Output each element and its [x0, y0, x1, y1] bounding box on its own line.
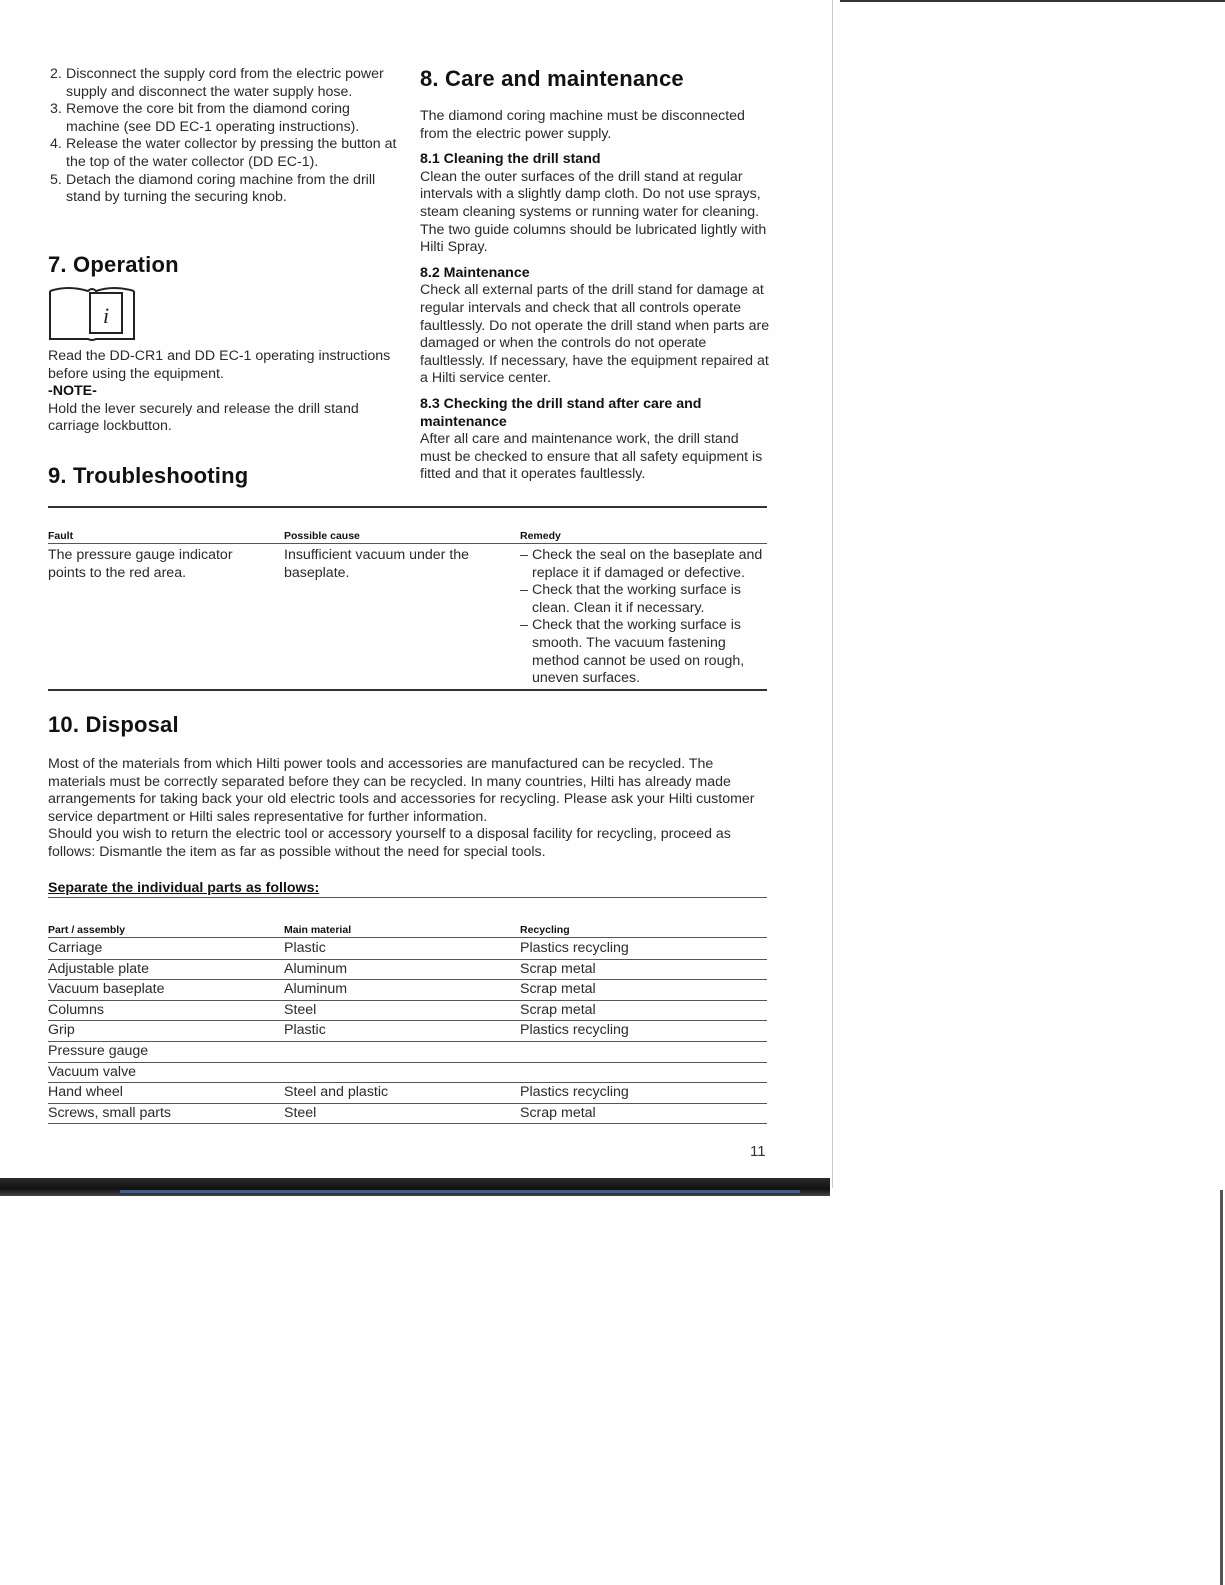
note-text: Hold the lever securely and release the drill stand carriage lockbutton.: [48, 400, 359, 435]
svg-text:i: i: [102, 303, 110, 328]
column-header-part: Part / assembly: [48, 924, 126, 936]
column-header-fault: Fault: [48, 530, 74, 542]
maintenance-text: Check all external parts of the drill stand for damage at regular intervals and check that all controls operate faultlessly. Do not operate the drill stand when parts are damaged or when the controls do not operate faultlessly. If necessary, have the equipment repaired at a Hilti service center.: [420, 282, 770, 387]
table-row: Hand wheel Steel and plastic Plastics recycling: [48, 1082, 767, 1104]
list-item: – Check that the working surface is clean. Clean it if necessary.: [520, 582, 741, 616]
list-item: 4. Release the water collector by pressing the button at the top of the water collector (DD EC-1).: [50, 136, 397, 170]
page-bottom-edge: [0, 1178, 830, 1196]
table-row: Vacuum baseplate Aluminum Scrap metal: [48, 979, 767, 1001]
divider: [48, 506, 767, 508]
divider: [48, 897, 767, 898]
fault-cell: The pressure gauge indicator points to the red area.: [48, 547, 233, 581]
subsection-heading-maintenance: 8.2 Maintenance: [420, 264, 530, 281]
column-header-material: Main material: [284, 924, 352, 936]
book-info-icon: [48, 283, 136, 343]
list-item: 2. Disconnect the supply cord from the electric power supply and disconnect the water supply hose.: [50, 66, 384, 100]
list-item: – Check that the working surface is smooth. The vacuum fastening method cannot be used on rough, uneven surfaces.: [520, 617, 745, 687]
removal-steps: [50, 66, 400, 207]
remedy-cell: [520, 547, 767, 688]
table-row: Carriage Plastic Plastics recycling: [48, 938, 767, 960]
disposal-text: [48, 756, 768, 862]
scan-edge-line: [840, 0, 1225, 2]
page-number: 11: [750, 1143, 766, 1160]
list-item: 5. Detach the diamond coring machine from the drill stand by turning the securing knob.: [50, 171, 376, 206]
care-section: [420, 108, 770, 484]
section-heading-care: 8. Care and maintenance: [420, 66, 684, 91]
disposal-paragraph: Should you wish to return the electric tool or accessory yourself to a disposal facility for recycling, proceed as follows: Dismantle the item as far as possible without the need for special tools.: [48, 826, 731, 860]
list-item: – Check the seal on the baseplate and replace it if damaged or defective.: [520, 547, 763, 581]
cleaning-text: Clean the outer surfaces of the drill stand at regular intervals with a slightly damp cloth. Do not use sprays, steam cleaning systems or running water for cleaning. The two guide columns should be lubricated lightly with Hilti Spray.: [420, 168, 767, 256]
column-header-cause: Possible cause: [284, 530, 360, 542]
operation-text: [48, 348, 400, 436]
table-row: Screws, small parts Steel Scrap metal: [48, 1103, 767, 1125]
scan-edge-line: [1220, 1190, 1223, 1585]
table-row: Columns Steel Scrap metal: [48, 1000, 767, 1022]
care-intro: The diamond coring machine must be disconnected from the electric power supply.: [420, 108, 745, 142]
section-heading-troubleshooting: 9. Troubleshooting: [48, 463, 249, 488]
section-heading-operation: 7. Operation: [48, 252, 179, 277]
disposal-paragraph: Most of the materials from which Hilti power tools and accessories are manufactured can be recycled. The materials must be correctly separated before they can be recycled. In many countries, Hilti has already made arrangements for taking back your old electric tools and accessories for recycling. Please ask your Hilti customer service department or Hilti sales representative for further information.: [48, 756, 755, 825]
table-row: Pressure gauge: [48, 1041, 767, 1063]
cause-cell: Insufficient vacuum under the baseplate.: [284, 547, 470, 581]
section-heading-disposal: 10. Disposal: [48, 712, 179, 737]
checking-text: After all care and maintenance work, the drill stand must be checked to ensure that all safety equipment is fitted and that it operates faultlessly.: [420, 431, 763, 483]
list-item: 3. Remove the core bit from the diamond coring machine (see DD EC-1 operating instructions).: [50, 101, 360, 135]
column-header-recycling: Recycling: [520, 924, 570, 936]
subsection-heading-checking: 8.3 Checking the drill stand after care and maintenance: [420, 395, 702, 430]
table-row: Vacuum valve: [48, 1062, 767, 1084]
page-edge-highlight: [120, 1190, 800, 1193]
read-instructions-text: Read the DD-CR1 and DD EC-1 operating instructions before using the equipment.: [48, 348, 391, 382]
divider: [48, 689, 767, 691]
column-header-remedy: Remedy: [520, 530, 561, 542]
separate-parts-heading: Separate the individual parts as follows:: [48, 880, 320, 896]
subsection-heading-cleaning: 8.1 Cleaning the drill stand: [420, 151, 601, 168]
note-label: -NOTE-: [48, 383, 97, 400]
table-row: Grip Plastic Plastics recycling: [48, 1020, 767, 1042]
table-row: Adjustable plate Aluminum Scrap metal: [48, 959, 767, 981]
divider: [48, 543, 767, 544]
